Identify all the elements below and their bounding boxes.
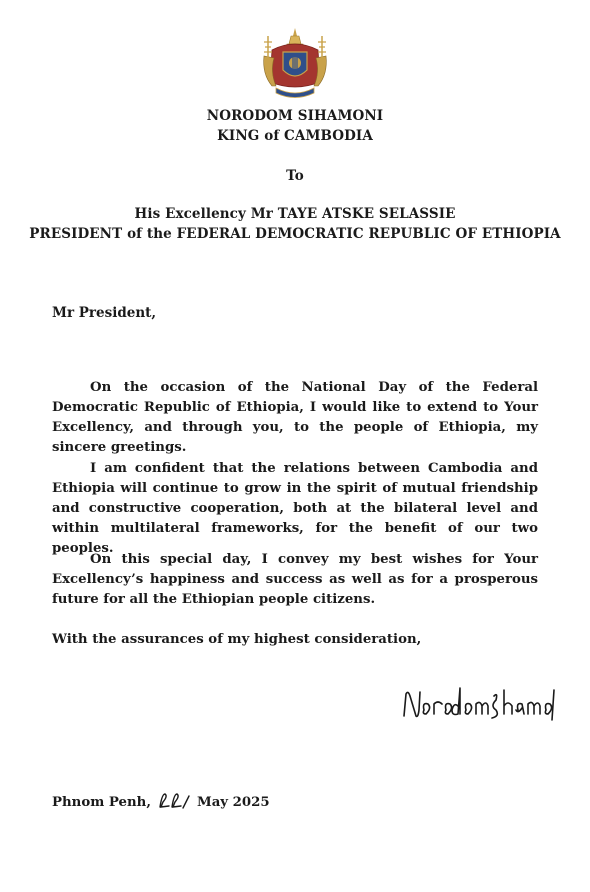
body-paragraph: On the occasion of the National Day of the Federal Democratic Republic of Ethiopia, I would like to extend to Your Excellency, and through you, to the people of Ethiopia, my sincere greetings. bbox=[52, 380, 538, 455]
place-and-date bbox=[52, 790, 270, 810]
place-label: Phnom Penh, bbox=[52, 795, 151, 810]
body-paragraph: I am confident that the relations between Cambodia and Ethiopia will continue to grow in the spirit of mutual friendship and constructive cooperation, both at the bilateral level and within multilateral frameworks, for the benefit of our two peoples. bbox=[52, 461, 538, 556]
king-name: NORODOM SIHAMONI bbox=[206, 108, 384, 124]
closing-line: With the assurances of my highest consideration, bbox=[52, 632, 422, 647]
salutation: Mr President, bbox=[52, 305, 157, 321]
recipient-name: His Excellency Mr TAYE ATSKE SELASSIE bbox=[134, 206, 456, 222]
royal-coat-of-arms-icon bbox=[258, 26, 332, 102]
handwritten-day-icon bbox=[157, 790, 191, 810]
body-paragraph: On this special day, I convey my best wishes for Your Excellency’s happiness and success as well as for a prosperous future for all the Ethiopian people citizens. bbox=[52, 552, 538, 607]
handwritten-signature-icon bbox=[400, 680, 560, 728]
king-title: KING of CAMBODIA bbox=[217, 128, 373, 144]
month-year: May 2025 bbox=[196, 795, 270, 810]
recipient-title: PRESIDENT of the FEDERAL DEMOCRATIC REPUBLIC OF ETHIOPIA bbox=[29, 226, 561, 242]
to-label: To bbox=[286, 168, 304, 184]
